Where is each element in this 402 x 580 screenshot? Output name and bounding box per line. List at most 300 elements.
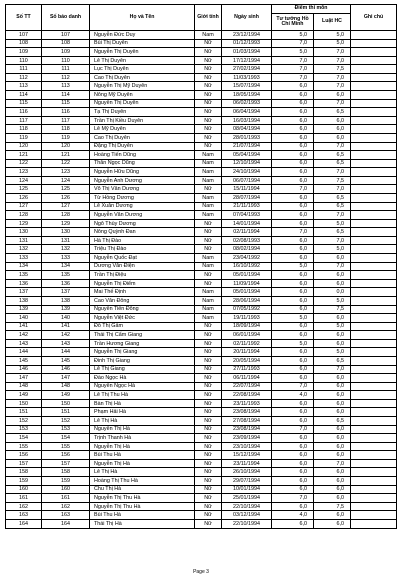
- cell-score-admin-law: 0,0: [314, 288, 351, 297]
- cell-gender: Nữ: [195, 185, 222, 194]
- cell-gender: Nữ: [195, 279, 222, 288]
- cell-sbd: 135: [42, 271, 90, 280]
- table-row: [6, 185, 397, 194]
- cell-name: Nguyễn Văn Dương: [90, 211, 195, 220]
- cell-stt: 163: [6, 511, 42, 520]
- cell-name: Lê Thị Hà: [90, 468, 195, 477]
- cell-gender: Nữ: [195, 502, 222, 511]
- cell-stt: 128: [6, 211, 42, 220]
- cell-stt: 118: [6, 125, 42, 134]
- cell-stt: 109: [6, 48, 42, 57]
- table-row: [6, 425, 397, 434]
- cell-note: [351, 468, 397, 477]
- cell-sbd: 148: [42, 382, 90, 391]
- cell-sbd: 155: [42, 442, 90, 451]
- table-row: [6, 339, 397, 348]
- cell-gender: Nam: [195, 159, 222, 168]
- table-row: [6, 468, 397, 477]
- cell-name: Nguyễn Thị Thu Hà: [90, 502, 195, 511]
- cell-name: Trịnh Thanh Hà: [90, 434, 195, 443]
- cell-score-ideology: 6,0: [272, 348, 314, 357]
- cell-score-ideology: 6,0: [272, 296, 314, 305]
- cell-score-admin-law: 7,0: [314, 56, 351, 65]
- table-row: [6, 236, 397, 245]
- cell-stt: 110: [6, 56, 42, 65]
- cell-stt: 121: [6, 151, 42, 160]
- cell-gender: Nữ: [195, 219, 222, 228]
- cell-gender: Nữ: [195, 511, 222, 520]
- cell-name: Cao Thị Duyên: [90, 133, 195, 142]
- cell-name: Nguyễn Thị Điểm: [90, 279, 195, 288]
- cell-sbd: 142: [42, 331, 90, 340]
- cell-stt: 107: [6, 31, 42, 40]
- table-row: [6, 159, 397, 168]
- table-row: [6, 133, 397, 142]
- table-row: [6, 434, 397, 443]
- cell-score-admin-law: 7,0: [314, 185, 351, 194]
- cell-name: Nguyễn Ngọc Hà: [90, 382, 195, 391]
- cell-gender: Nữ: [195, 125, 222, 134]
- cell-name: Hoàng Tiến Dũng: [90, 151, 195, 160]
- cell-note: [351, 185, 397, 194]
- cell-dob: 15/07/1994: [222, 82, 272, 91]
- cell-note: [351, 477, 397, 486]
- cell-stt: 162: [6, 502, 42, 511]
- cell-sbd: 120: [42, 142, 90, 151]
- cell-score-ideology: 6,0: [272, 288, 314, 297]
- cell-stt: 143: [6, 339, 42, 348]
- table-body: [6, 31, 397, 529]
- cell-score-ideology: 6,0: [272, 159, 314, 168]
- cell-dob: 23/08/1994: [222, 408, 272, 417]
- cell-note: [351, 133, 397, 142]
- cell-score-admin-law: 6,0: [314, 254, 351, 263]
- cell-score-admin-law: 6,0: [314, 339, 351, 348]
- cell-stt: 126: [6, 193, 42, 202]
- cell-dob: 01/03/1994: [222, 48, 272, 57]
- cell-dob: 23/08/1994: [222, 425, 272, 434]
- cell-score-admin-law: 6,0: [314, 125, 351, 134]
- cell-score-admin-law: 6,0: [314, 468, 351, 477]
- cell-gender: Nam: [195, 168, 222, 177]
- cell-score-admin-law: 7,0: [314, 262, 351, 271]
- cell-score-admin-law: 7,5: [314, 305, 351, 314]
- cell-dob: 23/11/1994: [222, 459, 272, 468]
- cell-name: Bùi Thị Duyên: [90, 39, 195, 48]
- cell-note: [351, 322, 397, 331]
- cell-sbd: 149: [42, 391, 90, 400]
- cell-sbd: 107: [42, 31, 90, 40]
- cell-score-admin-law: 6,0: [314, 477, 351, 486]
- table-row: [6, 228, 397, 237]
- cell-stt: 151: [6, 408, 42, 417]
- cell-dob: 06/11/1994: [222, 374, 272, 383]
- cell-sbd: 131: [42, 236, 90, 245]
- cell-score-ideology: 6,0: [272, 254, 314, 263]
- cell-gender: Nữ: [195, 451, 222, 460]
- cell-name: Cao Thị Duyên: [90, 73, 195, 82]
- cell-note: [351, 451, 397, 460]
- cell-note: [351, 271, 397, 280]
- cell-name: Thái Thị Cẩm Giang: [90, 331, 195, 340]
- cell-gender: Nữ: [195, 116, 222, 125]
- cell-sbd: 119: [42, 133, 90, 142]
- cell-name: Thân Ngọc Dũng: [90, 159, 195, 168]
- cell-note: [351, 434, 397, 443]
- cell-sbd: 132: [42, 245, 90, 254]
- cell-score-admin-law: 6,0: [314, 382, 351, 391]
- cell-gender: Nữ: [195, 245, 222, 254]
- cell-note: [351, 236, 397, 245]
- cell-note: [351, 374, 397, 383]
- header-gender: Giới tính: [195, 5, 222, 31]
- cell-score-ideology: 7,0: [272, 382, 314, 391]
- cell-sbd: 146: [42, 365, 90, 374]
- table-row: [6, 65, 397, 74]
- cell-stt: 146: [6, 365, 42, 374]
- cell-gender: Nữ: [195, 477, 222, 486]
- header-note: Ghi chú: [351, 5, 397, 31]
- table-row: [6, 48, 397, 57]
- table-row: [6, 91, 397, 100]
- cell-dob: 27/02/1994: [222, 65, 272, 74]
- cell-score-ideology: 6,0: [272, 485, 314, 494]
- cell-name: Phạm Hải Hà: [90, 408, 195, 417]
- table-row: [6, 176, 397, 185]
- cell-score-admin-law: 6,0: [314, 399, 351, 408]
- cell-gender: Nữ: [195, 374, 222, 383]
- cell-name: Nguyễn Thị Hà: [90, 425, 195, 434]
- cell-score-admin-law: 5,0: [314, 348, 351, 357]
- header-dob: Ngày sinh: [222, 5, 272, 31]
- cell-name: Bùi Thu Hà: [90, 511, 195, 520]
- cell-dob: 06/02/1993: [222, 99, 272, 108]
- cell-note: [351, 305, 397, 314]
- cell-gender: Nam: [195, 262, 222, 271]
- cell-score-ideology: 6,0: [272, 331, 314, 340]
- table-row: [6, 459, 397, 468]
- cell-stt: 131: [6, 236, 42, 245]
- cell-score-admin-law: 6,0: [314, 279, 351, 288]
- cell-stt: 164: [6, 519, 42, 528]
- cell-stt: 147: [6, 374, 42, 383]
- cell-stt: 144: [6, 348, 42, 357]
- cell-stt: 134: [6, 262, 42, 271]
- cell-score-admin-law: 7,0: [314, 211, 351, 220]
- cell-score-ideology: 6,0: [272, 417, 314, 426]
- cell-name: Cao Văn Đông: [90, 296, 195, 305]
- cell-dob: 23/04/1992: [222, 254, 272, 263]
- table-row: [6, 322, 397, 331]
- cell-score-ideology: 5,0: [272, 31, 314, 40]
- cell-score-ideology: 6,0: [272, 468, 314, 477]
- cell-dob: 28/06/1994: [222, 296, 272, 305]
- cell-dob: 23/12/1994: [222, 31, 272, 40]
- cell-score-admin-law: 7,0: [314, 236, 351, 245]
- cell-stt: 119: [6, 133, 42, 142]
- cell-sbd: 157: [42, 459, 90, 468]
- cell-stt: 154: [6, 434, 42, 443]
- cell-score-admin-law: 5,0: [314, 39, 351, 48]
- cell-name: Lục Thị Duyên: [90, 65, 195, 74]
- table-row: [6, 485, 397, 494]
- cell-score-ideology: 4,0: [272, 391, 314, 400]
- cell-sbd: 145: [42, 356, 90, 365]
- cell-name: Tạ Thị Duyên: [90, 108, 195, 117]
- cell-score-admin-law: 6,5: [314, 228, 351, 237]
- cell-score-ideology: 7,0: [272, 73, 314, 82]
- cell-name: Dương Văn Điện: [90, 262, 195, 271]
- header-subject-ideology: Tư tưởng Hồ Chí Minh: [272, 14, 314, 31]
- table-row: [6, 271, 397, 280]
- cell-sbd: 128: [42, 211, 90, 220]
- cell-gender: Nữ: [195, 494, 222, 503]
- table-row: [6, 125, 397, 134]
- cell-gender: Nữ: [195, 108, 222, 117]
- cell-note: [351, 245, 397, 254]
- cell-stt: 150: [6, 399, 42, 408]
- table-row: [6, 116, 397, 125]
- cell-name: Lê Thị Duyên: [90, 56, 195, 65]
- cell-stt: 111: [6, 65, 42, 74]
- cell-stt: 132: [6, 245, 42, 254]
- cell-name: Lê Thị Giang: [90, 365, 195, 374]
- cell-name: Trần Thị Kiều Duyên: [90, 116, 195, 125]
- cell-note: [351, 288, 397, 297]
- cell-name: Lê Mỹ Duyên: [90, 125, 195, 134]
- cell-score-admin-law: 7,5: [314, 65, 351, 74]
- table-row: [6, 502, 397, 511]
- cell-dob: 20/11/1994: [222, 348, 272, 357]
- cell-score-admin-law: 6,0: [314, 442, 351, 451]
- cell-sbd: 111: [42, 65, 90, 74]
- cell-note: [351, 459, 397, 468]
- cell-gender: Nữ: [195, 39, 222, 48]
- cell-score-ideology: 6,0: [272, 271, 314, 280]
- cell-gender: Nữ: [195, 142, 222, 151]
- table-row: [6, 417, 397, 426]
- cell-note: [351, 262, 397, 271]
- cell-note: [351, 48, 397, 57]
- table-row: [6, 279, 397, 288]
- cell-name: Nguyễn Việt Đức: [90, 314, 195, 323]
- cell-stt: 153: [6, 425, 42, 434]
- cell-note: [351, 279, 397, 288]
- cell-dob: 01/12/1993: [222, 39, 272, 48]
- cell-sbd: 125: [42, 185, 90, 194]
- cell-note: [351, 519, 397, 528]
- cell-note: [351, 296, 397, 305]
- cell-score-ideology: 6,0: [272, 502, 314, 511]
- cell-gender: Nam: [195, 202, 222, 211]
- cell-score-admin-law: 7,0: [314, 459, 351, 468]
- cell-score-ideology: 6,0: [272, 193, 314, 202]
- cell-dob: 28/07/1994: [222, 193, 272, 202]
- cell-name: Võ Thị Vân Dương: [90, 185, 195, 194]
- cell-note: [351, 193, 397, 202]
- cell-score-ideology: 6,0: [272, 442, 314, 451]
- cell-gender: Nữ: [195, 348, 222, 357]
- cell-dob: 21/11/1993: [222, 202, 272, 211]
- cell-score-ideology: 7,0: [272, 494, 314, 503]
- cell-score-admin-law: 5,0: [314, 245, 351, 254]
- cell-score-admin-law: 6,5: [314, 193, 351, 202]
- cell-dob: 03/12/1994: [222, 511, 272, 520]
- cell-sbd: 144: [42, 348, 90, 357]
- table-row: [6, 262, 397, 271]
- cell-note: [351, 73, 397, 82]
- cell-dob: 24/10/1994: [222, 168, 272, 177]
- cell-name: Triệu Thị Đào: [90, 245, 195, 254]
- table-row: [6, 254, 397, 263]
- cell-note: [351, 65, 397, 74]
- cell-note: [351, 348, 397, 357]
- table-row: [6, 211, 397, 220]
- cell-note: [351, 219, 397, 228]
- cell-stt: 114: [6, 91, 42, 100]
- cell-score-ideology: 6,0: [272, 211, 314, 220]
- cell-stt: 135: [6, 271, 42, 280]
- cell-gender: Nữ: [195, 65, 222, 74]
- cell-note: [351, 382, 397, 391]
- cell-note: [351, 485, 397, 494]
- cell-gender: Nữ: [195, 91, 222, 100]
- cell-stt: 120: [6, 142, 42, 151]
- header-name: Họ và Tên: [90, 5, 195, 31]
- cell-dob: 05/04/1994: [222, 151, 272, 160]
- cell-note: [351, 442, 397, 451]
- cell-name: Ngô Thùy Dương: [90, 219, 195, 228]
- cell-score-admin-law: 7,0: [314, 365, 351, 374]
- cell-score-admin-law: 6,0: [314, 519, 351, 528]
- cell-gender: Nữ: [195, 56, 222, 65]
- cell-dob: 28/01/1993: [222, 133, 272, 142]
- cell-note: [351, 494, 397, 503]
- cell-stt: 133: [6, 254, 42, 263]
- cell-sbd: 151: [42, 408, 90, 417]
- cell-score-ideology: 6,0: [272, 519, 314, 528]
- cell-note: [351, 176, 397, 185]
- cell-gender: Nữ: [195, 408, 222, 417]
- cell-dob: 16/10/1992: [222, 262, 272, 271]
- cell-note: [351, 116, 397, 125]
- cell-dob: 18/09/1994: [222, 322, 272, 331]
- cell-note: [351, 356, 397, 365]
- cell-gender: Nam: [195, 31, 222, 40]
- cell-sbd: 139: [42, 305, 90, 314]
- table-row: [6, 245, 397, 254]
- cell-dob: 06/07/1994: [222, 176, 272, 185]
- cell-score-ideology: 6,0: [272, 434, 314, 443]
- cell-stt: 130: [6, 228, 42, 237]
- cell-score-ideology: 5,0: [272, 48, 314, 57]
- cell-note: [351, 168, 397, 177]
- cell-score-admin-law: 6,0: [314, 91, 351, 100]
- cell-sbd: 130: [42, 228, 90, 237]
- cell-sbd: 129: [42, 219, 90, 228]
- cell-score-admin-law: 7,0: [314, 73, 351, 82]
- cell-stt: 159: [6, 477, 42, 486]
- cell-stt: 160: [6, 485, 42, 494]
- cell-dob: 17/12/1994: [222, 56, 272, 65]
- cell-note: [351, 125, 397, 134]
- cell-score-ideology: 6,0: [272, 91, 314, 100]
- cell-score-ideology: 6,0: [272, 116, 314, 125]
- cell-sbd: 150: [42, 399, 90, 408]
- cell-sbd: 115: [42, 99, 90, 108]
- cell-dob: 10/01/1994: [222, 485, 272, 494]
- cell-score-ideology: 6,0: [272, 202, 314, 211]
- cell-gender: Nữ: [195, 73, 222, 82]
- cell-stt: 152: [6, 417, 42, 426]
- cell-dob: 22/10/1994: [222, 502, 272, 511]
- cell-stt: 136: [6, 279, 42, 288]
- cell-score-ideology: 6,0: [272, 133, 314, 142]
- cell-sbd: 160: [42, 485, 90, 494]
- cell-sbd: 108: [42, 39, 90, 48]
- cell-gender: Nữ: [195, 356, 222, 365]
- table-row: [6, 399, 397, 408]
- cell-score-ideology: 5,0: [272, 262, 314, 271]
- cell-dob: 23/11/1993: [222, 399, 272, 408]
- cell-gender: Nữ: [195, 442, 222, 451]
- cell-score-admin-law: 6,0: [314, 511, 351, 520]
- cell-sbd: 109: [42, 48, 90, 57]
- cell-sbd: 110: [42, 56, 90, 65]
- cell-note: [351, 314, 397, 323]
- cell-score-admin-law: 6,5: [314, 159, 351, 168]
- cell-sbd: 134: [42, 262, 90, 271]
- cell-stt: 157: [6, 459, 42, 468]
- cell-name: Đỗ Thị Gấm: [90, 322, 195, 331]
- cell-score-ideology: 7,0: [272, 425, 314, 434]
- cell-sbd: 140: [42, 314, 90, 323]
- cell-sbd: 114: [42, 91, 90, 100]
- table-row: [6, 82, 397, 91]
- cell-note: [351, 511, 397, 520]
- cell-name: Nguyễn Thị Thu Hà: [90, 494, 195, 503]
- cell-stt: 145: [6, 356, 42, 365]
- cell-name: Nguyễn Anh Dương: [90, 176, 195, 185]
- cell-sbd: 113: [42, 82, 90, 91]
- cell-stt: 148: [6, 382, 42, 391]
- cell-name: Bàn Thị Hà: [90, 399, 195, 408]
- cell-dob: 15/12/1994: [222, 451, 272, 460]
- cell-gender: Nữ: [195, 459, 222, 468]
- cell-name: Trần Thị Điệu: [90, 271, 195, 280]
- cell-name: Nông Quỳnh Đan: [90, 228, 195, 237]
- cell-note: [351, 142, 397, 151]
- table-row: [6, 108, 397, 117]
- table-row: [6, 314, 397, 323]
- cell-gender: Nam: [195, 151, 222, 160]
- cell-score-ideology: 6,0: [272, 459, 314, 468]
- cell-note: [351, 108, 397, 117]
- cell-name: Nguyễn Thị Duyên: [90, 99, 195, 108]
- cell-dob: 26/10/1994: [222, 468, 272, 477]
- cell-score-admin-law: 6,0: [314, 331, 351, 340]
- cell-score-admin-law: 5,0: [314, 219, 351, 228]
- cell-score-ideology: 6,0: [272, 99, 314, 108]
- cell-name: Lê Xuân Dương: [90, 202, 195, 211]
- cell-score-ideology: 6,0: [272, 305, 314, 314]
- cell-note: [351, 339, 397, 348]
- cell-stt: 108: [6, 39, 42, 48]
- cell-score-admin-law: 6,0: [314, 116, 351, 125]
- cell-name: Nguyễn Thị Giang: [90, 348, 195, 357]
- cell-dob: 27/08/1994: [222, 417, 272, 426]
- cell-stt: 140: [6, 314, 42, 323]
